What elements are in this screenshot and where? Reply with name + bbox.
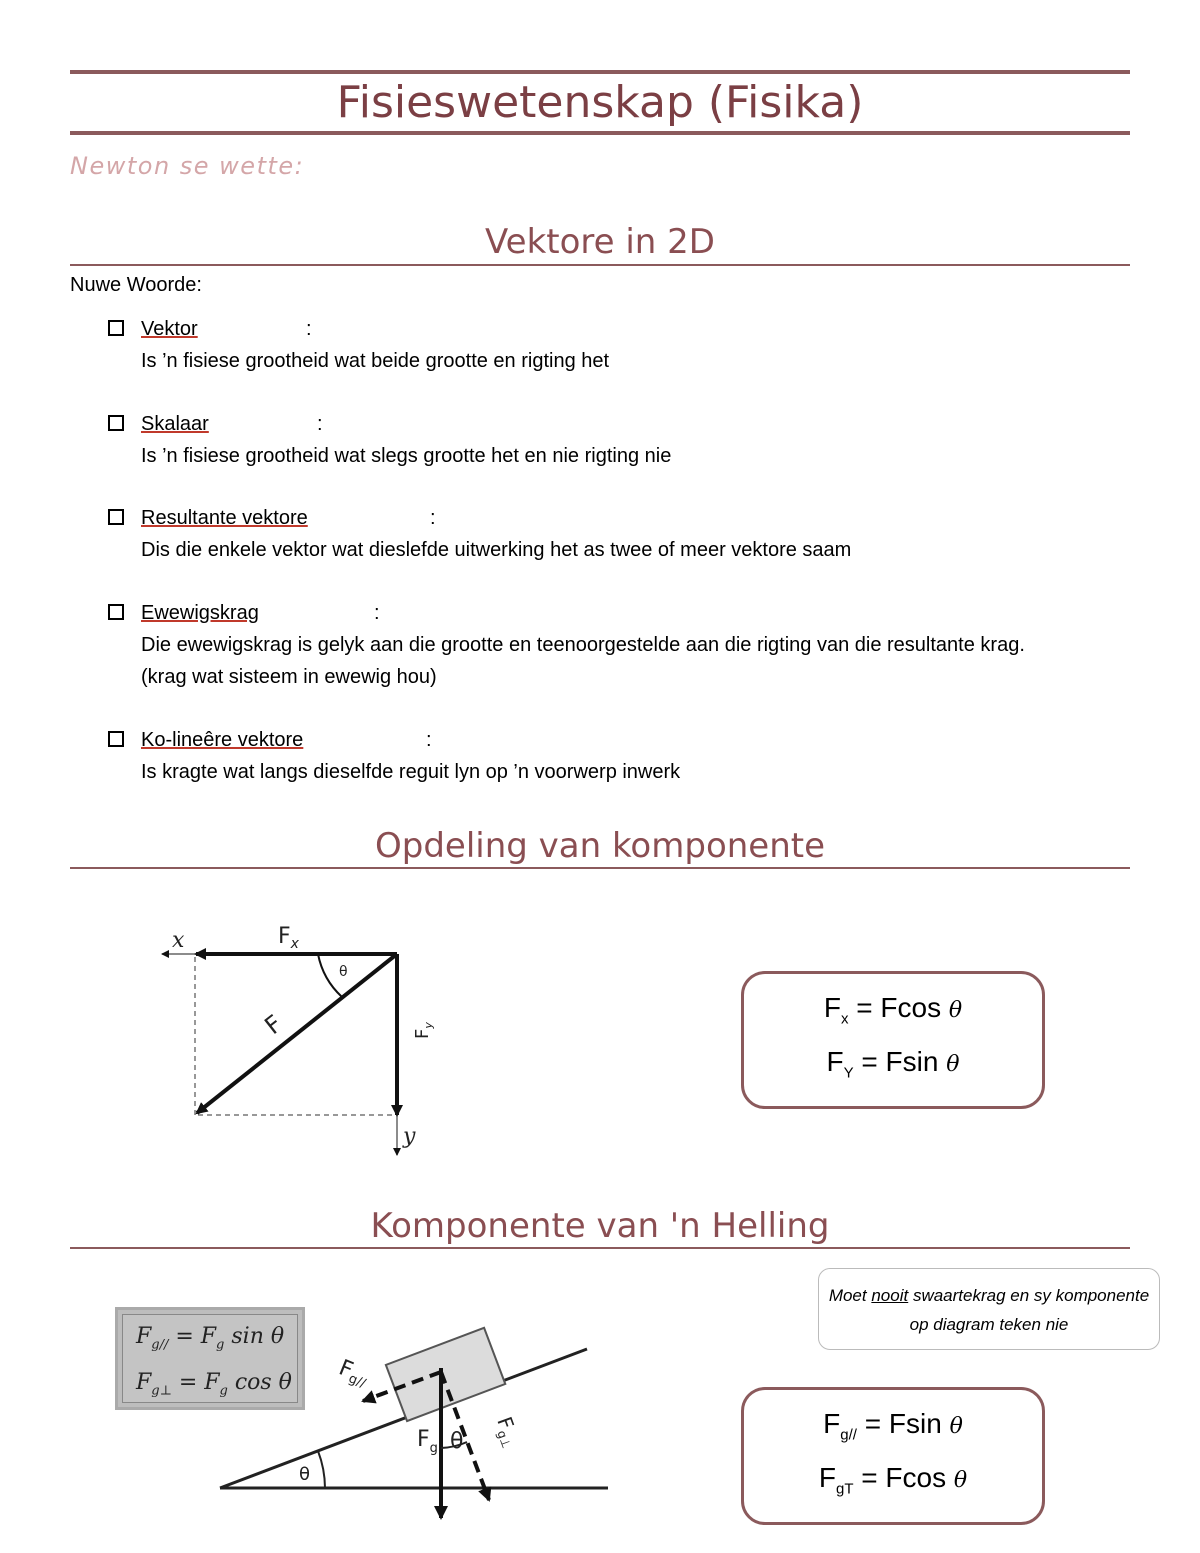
equation-fg-perpendicular: $F_{gT} = Fcos$ θ	[818, 1462, 968, 1498]
checkbox[interactable]	[108, 415, 124, 431]
title-rule-bottom	[70, 131, 1130, 135]
incline-diagram	[215, 1320, 615, 1530]
fperp-label: $F_{g\perp}$	[492, 1413, 519, 1451]
block	[386, 1328, 505, 1421]
checkbox[interactable]	[108, 320, 124, 336]
block-theta-label: θ	[450, 1429, 464, 1454]
term-name: Skalaar	[141, 413, 209, 435]
section-rule-components	[70, 867, 1130, 869]
checkbox[interactable]	[108, 731, 124, 747]
term-definition-extra: (krag wat sisteem in ewewig hou)	[141, 666, 437, 688]
section-rule-vectors	[70, 264, 1130, 266]
section-heading-components: Opdeling van komponente	[374, 826, 826, 866]
incline-equations-box	[741, 1387, 1045, 1525]
x-axis-label: x	[172, 928, 185, 953]
equation-fx: $F_x = Fcos$ θ	[823, 992, 963, 1028]
term-definition: Die ewewigskrag is gelyk aan die grootte en teenoorgestelde aan die rigting van die resultante krag.	[141, 634, 1025, 656]
fparallel-label: Fg//	[335, 1355, 368, 1392]
vector-components-diagram	[150, 915, 450, 1165]
base-theta-label: θ	[299, 1464, 311, 1485]
term-definition: Is ’n fisiese grootheid wat slegs grootte het en nie rigting nie	[141, 445, 672, 467]
term-name: Resultante vektore	[141, 507, 308, 529]
term-name: Ewewigskrag	[141, 602, 259, 624]
fx-label: $F_x$	[278, 924, 299, 952]
document-subtitle: Newton se wette:	[70, 152, 305, 180]
term-definition: Is ’n fisiese grootheid wat beide grootte en rigting het	[141, 350, 610, 372]
section-heading-incline: Komponente van 'n Helling	[370, 1206, 830, 1246]
document-title: Fisieswetenskap (Fisika)	[336, 77, 864, 128]
section-heading-vectors: Vektore in 2D	[485, 222, 715, 262]
new-words-label: Nuwe Woorde:	[70, 274, 202, 296]
term-name: Vektor	[141, 318, 198, 340]
checkbox[interactable]	[108, 509, 124, 525]
base-angle-arc	[318, 1451, 325, 1488]
f-arrow	[197, 954, 397, 1113]
equation-fg-parallel: $F_{g//} = Fsin$ θ	[823, 1408, 963, 1444]
title-rule-top	[70, 70, 1130, 74]
equation-fy: $F_Y = Fsin$ θ	[826, 1046, 960, 1082]
component-equations-box	[741, 971, 1045, 1109]
gravity-note: Moet nooit swaartekrag en sy komponente op diagram teken nie	[818, 1268, 1160, 1350]
fg-label: $F_g$	[417, 1427, 438, 1456]
formula-perpendicular: $F_{g\perp} = F_g$ cos θ	[136, 1370, 292, 1399]
term-definition: Is kragte wat langs dieselfde reguit lyn op ’n voorwerp inwerk	[141, 761, 681, 783]
formula-parallel: $F_{g//} = F_g$ sin θ	[136, 1324, 285, 1353]
term-name: Ko-lineêre vektore	[141, 729, 304, 751]
fy-label: $F_y$	[412, 1022, 435, 1039]
checkbox[interactable]	[108, 604, 124, 620]
section-rule-incline	[70, 1247, 1130, 1249]
term-definition: Dis die enkele vektor wat dieslefde uitwerking het as twee of meer vektore saam	[141, 539, 852, 561]
y-axis-label: y	[403, 1124, 416, 1149]
f-label: F	[259, 1009, 288, 1041]
theta-label: θ	[339, 964, 348, 980]
